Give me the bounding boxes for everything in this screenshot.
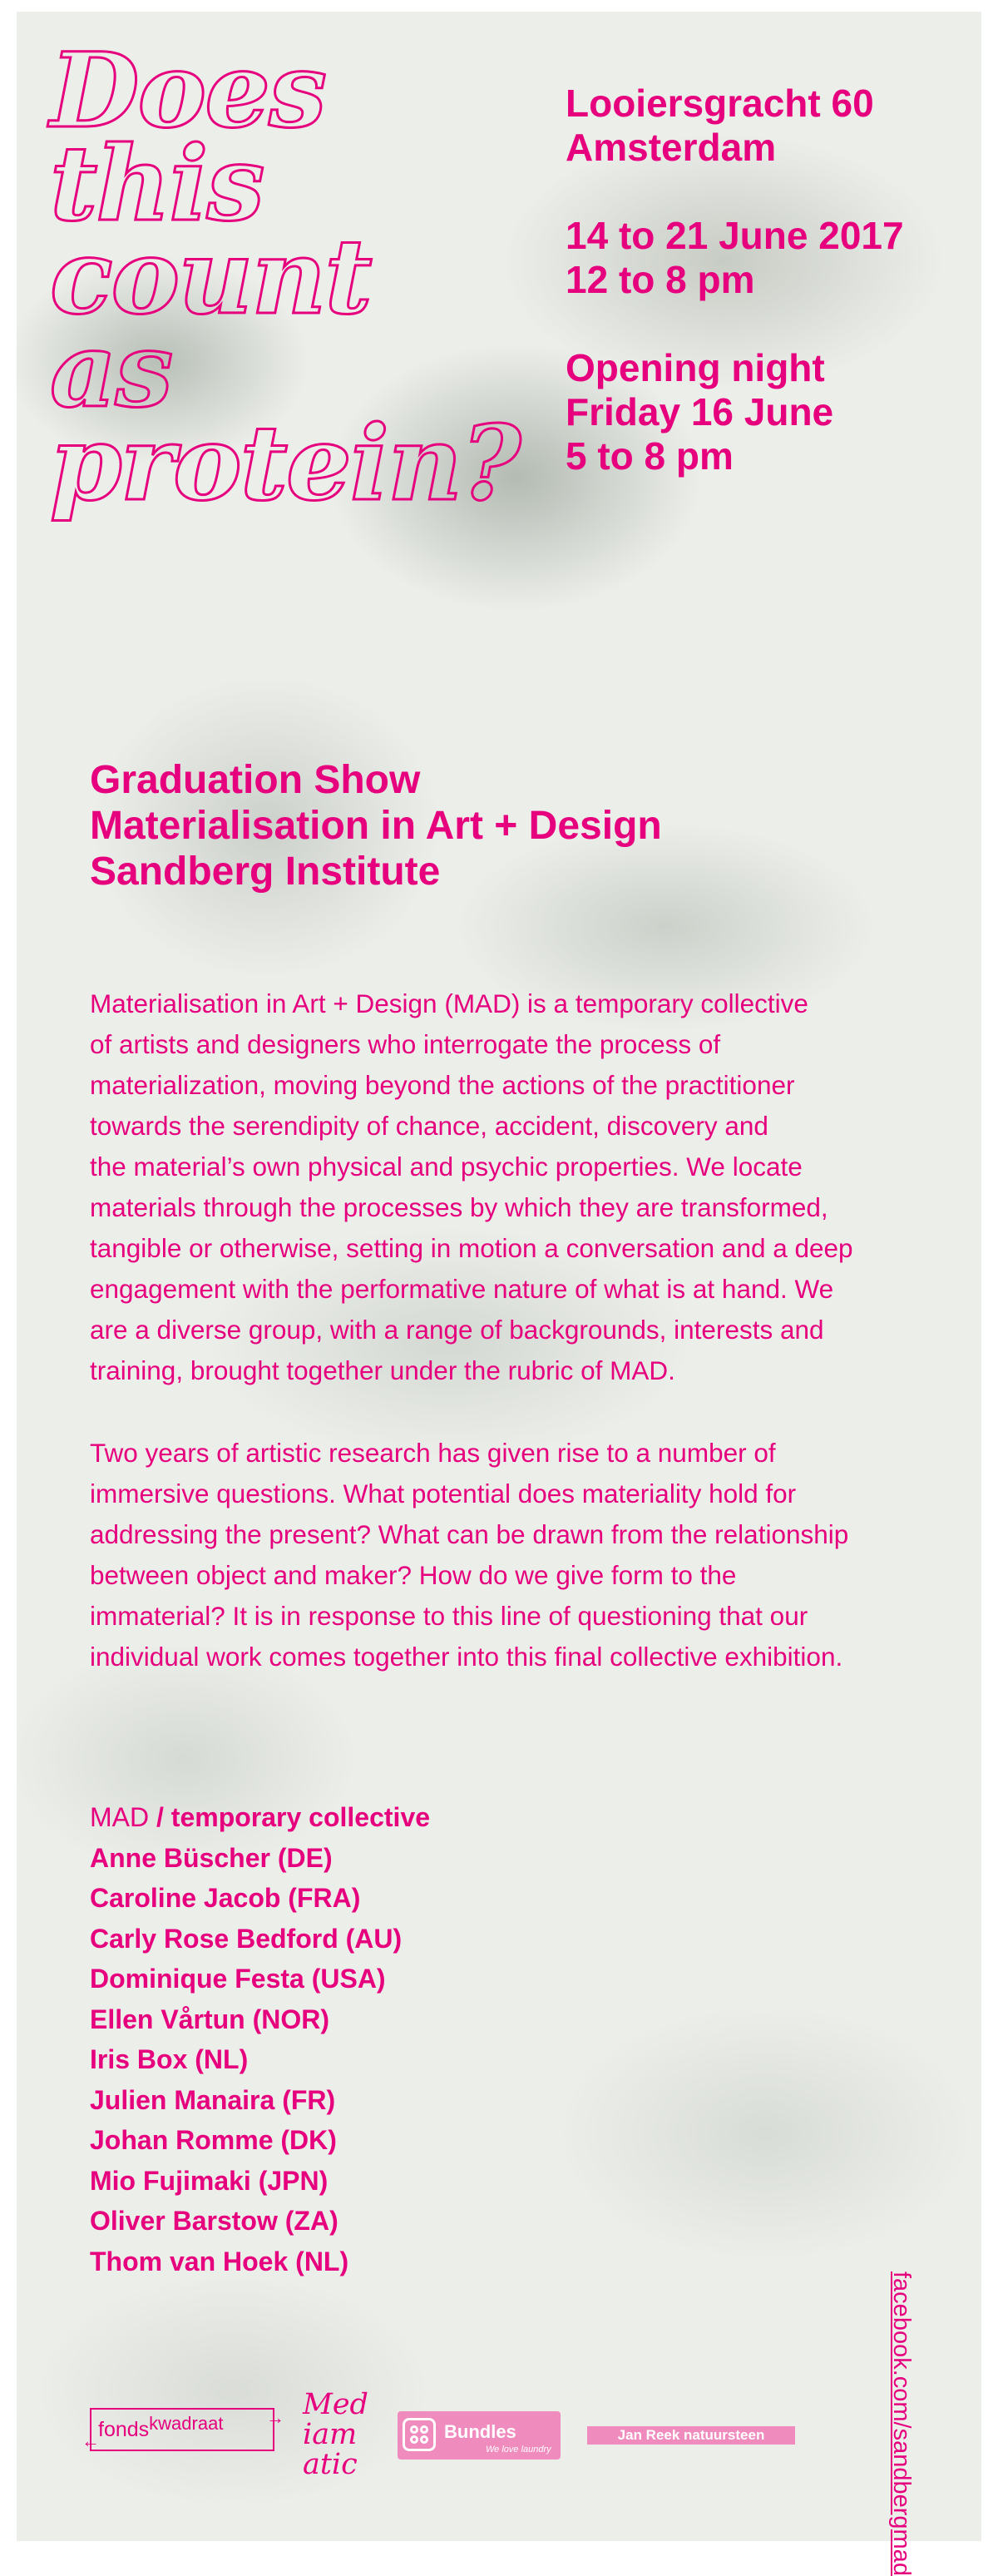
- paragraph-line: of artists and designers who interrogate the process of: [90, 1029, 721, 1059]
- collective-heading: [90, 1797, 672, 1838]
- paragraph-line: materialization, moving beyond the actions of the practitioner: [90, 1070, 795, 1100]
- paragraph-line: materials through the processes by which they are transformed,: [90, 1192, 828, 1222]
- opening-line: Opening night: [566, 346, 825, 389]
- member: Ellen Vårtun (NOR): [90, 2004, 330, 2034]
- paragraph-line: the material’s own physical and psychic properties. We locate: [90, 1152, 803, 1181]
- address-line: Looiersgracht 60: [566, 82, 874, 125]
- dates-line: 14 to 21 June 2017: [566, 214, 904, 257]
- arrow-icon: ←: [82, 2430, 100, 2451]
- research-paragraph: [90, 1433, 955, 1677]
- address: [566, 82, 998, 170]
- headline-line: protein?: [50, 404, 520, 524]
- jan-reek-logo: Jan Reek natuursteen: [587, 2426, 795, 2445]
- subtitle: [90, 757, 838, 894]
- member: Julien Manaira (FR): [90, 2084, 336, 2115]
- paragraph-line: Materialisation in Art + Design (MAD) is a temporary collective: [90, 988, 808, 1018]
- facebook-link[interactable]: facebook.com/sandbergmad: [888, 2271, 915, 2576]
- paragraph-line: individual work comes together into this final collective exhibition.: [90, 1642, 843, 1672]
- subtitle-line: Materialisation in Art + Design: [90, 804, 662, 848]
- mediamatic-line: Med: [303, 2388, 368, 2421]
- paragraph-line: engagement with the performative nature of what is at hand. We: [90, 1274, 834, 1304]
- paragraph-line: addressing the present? What can be drawn from the relationship: [90, 1519, 849, 1549]
- member: Anne Büscher (DE): [90, 1842, 333, 1873]
- headline-line: as: [50, 310, 172, 431]
- member: Caroline Jacob (FRA): [90, 1883, 361, 1913]
- fonds-text: fonds: [98, 2418, 150, 2441]
- headline-line: this: [50, 124, 264, 245]
- subtitle-line: Sandberg Institute: [90, 850, 441, 894]
- paragraph-line: immersive questions. What potential does materiality hold for: [90, 1479, 797, 1508]
- opening-night: [566, 346, 998, 478]
- subtitle-line: Graduation Show: [90, 758, 421, 802]
- member: Johan Romme (DK): [90, 2125, 337, 2155]
- washing-machine-icon: [403, 2418, 436, 2451]
- member: Carly Rose Bedford (AU): [90, 1923, 403, 1954]
- collective-prefix: MAD: [90, 1802, 150, 1832]
- paragraph-line: are a diverse group, with a range of backgrounds, interests and: [90, 1315, 824, 1345]
- poster: [17, 12, 981, 2576]
- mediamatic-line: iam: [303, 2418, 358, 2451]
- paragraph-line: training, brought together under the rubric of MAD.: [90, 1355, 675, 1385]
- opening-line: Friday 16 June: [566, 390, 834, 433]
- kwadraat-text: kwadraat: [149, 2413, 224, 2434]
- intro-paragraph: [90, 983, 955, 1391]
- member: Dominique Festa (USA): [90, 1964, 386, 1994]
- mediamatic-line: atic: [303, 2448, 358, 2481]
- paragraph-line: Two years of artistic research has given rise to a number of: [90, 1438, 776, 1468]
- bundles-name: Bundles: [444, 2421, 516, 2442]
- member: Oliver Barstow (ZA): [90, 2206, 338, 2236]
- paragraph-line: towards the serendipity of chance, accident, discovery and: [90, 1111, 768, 1141]
- paragraph-line: immaterial? It is in response to this line of questioning that our: [90, 1601, 808, 1631]
- member: Iris Box (NL): [90, 2044, 249, 2074]
- dates-line: 12 to 8 pm: [566, 258, 755, 301]
- fonds-kwadraat-logo: [82, 2407, 284, 2451]
- mediamatic-logo: [303, 2390, 403, 2479]
- member: Thom van Hoek (NL): [90, 2246, 349, 2276]
- arrow-icon: →: [266, 2407, 284, 2428]
- bundles-tagline: We love laundry: [486, 2445, 551, 2455]
- dates: [566, 214, 998, 302]
- opening-line: 5 to 8 pm: [566, 434, 734, 478]
- paragraph-line: between object and maker? How do we give form to the: [90, 1560, 737, 1590]
- headline-line: Does: [50, 31, 325, 151]
- collective-list: [90, 1797, 672, 2281]
- member: Mio Fujimaki (JPN): [90, 2165, 329, 2196]
- headline-line: count: [50, 217, 371, 338]
- event-info: [566, 82, 998, 523]
- collective-suffix: / temporary collective: [149, 1802, 431, 1832]
- address-line: Amsterdam: [566, 126, 777, 169]
- paragraph-line: tangible or otherwise, setting in motion a conversation and a deep: [90, 1233, 853, 1263]
- bundles-logo: [398, 2411, 561, 2460]
